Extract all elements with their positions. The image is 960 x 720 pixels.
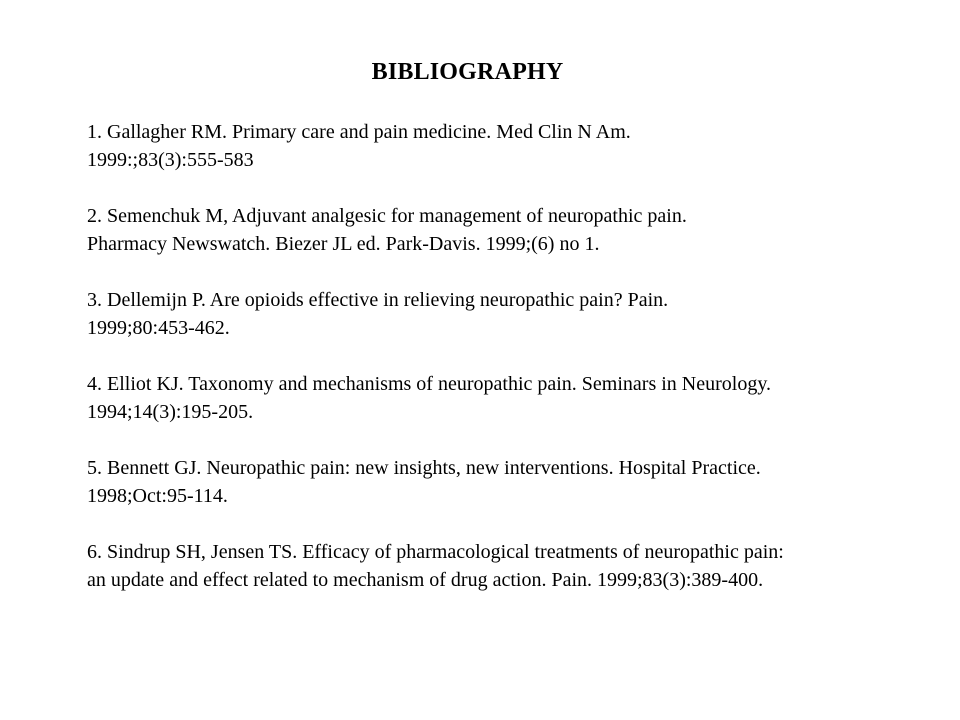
reference-item-1: [87, 118, 947, 174]
reference-list: [87, 118, 947, 622]
reference-5-line-2: 1998;Oct:95-114.: [87, 485, 228, 507]
reference-2-line-2: Pharmacy Newswatch. Biezer JL ed. Park-Davis. 1999;(6) no 1.: [87, 233, 600, 255]
reference-6-line-2: an update and effect related to mechanism of drug action. Pain. 1999;83(3):389-400.: [87, 569, 764, 591]
reference-item-4: [87, 370, 947, 426]
reference-3-line-1: 3. Dellemijn P. Are opioids effective in relieving neuropathic pain? Pain.: [87, 289, 669, 311]
reference-5-line-1: 5. Bennett GJ. Neuropathic pain: new insights, new interventions. Hospital Practice.: [87, 457, 761, 479]
reference-1-line-1: 1. Gallagher RM. Primary care and pain medicine. Med Clin N Am.: [87, 121, 631, 143]
reference-3-line-2: 1999;80:453-462.: [87, 317, 230, 339]
reference-item-5: [87, 454, 947, 510]
reference-2-line-1: 2. Semenchuk M, Adjuvant analgesic for management of neuropathic pain.: [87, 205, 687, 227]
reference-item-2: [87, 202, 947, 258]
reference-6-line-1: 6. Sindrup SH, Jensen TS. Efficacy of pharmacological treatments of neuropathic pain:: [87, 541, 784, 563]
reference-4-line-1: 4. Elliot KJ. Taxonomy and mechanisms of neuropathic pain. Seminars in Neurology.: [87, 373, 772, 395]
reference-4-line-2: 1994;14(3):195-205.: [87, 401, 254, 423]
reference-item-3: [87, 286, 947, 342]
reference-item-6: [87, 538, 947, 594]
reference-1-line-2: 1999:;83(3):555-583: [87, 149, 254, 171]
page-title: BIBLIOGRAPHY: [371, 59, 564, 85]
